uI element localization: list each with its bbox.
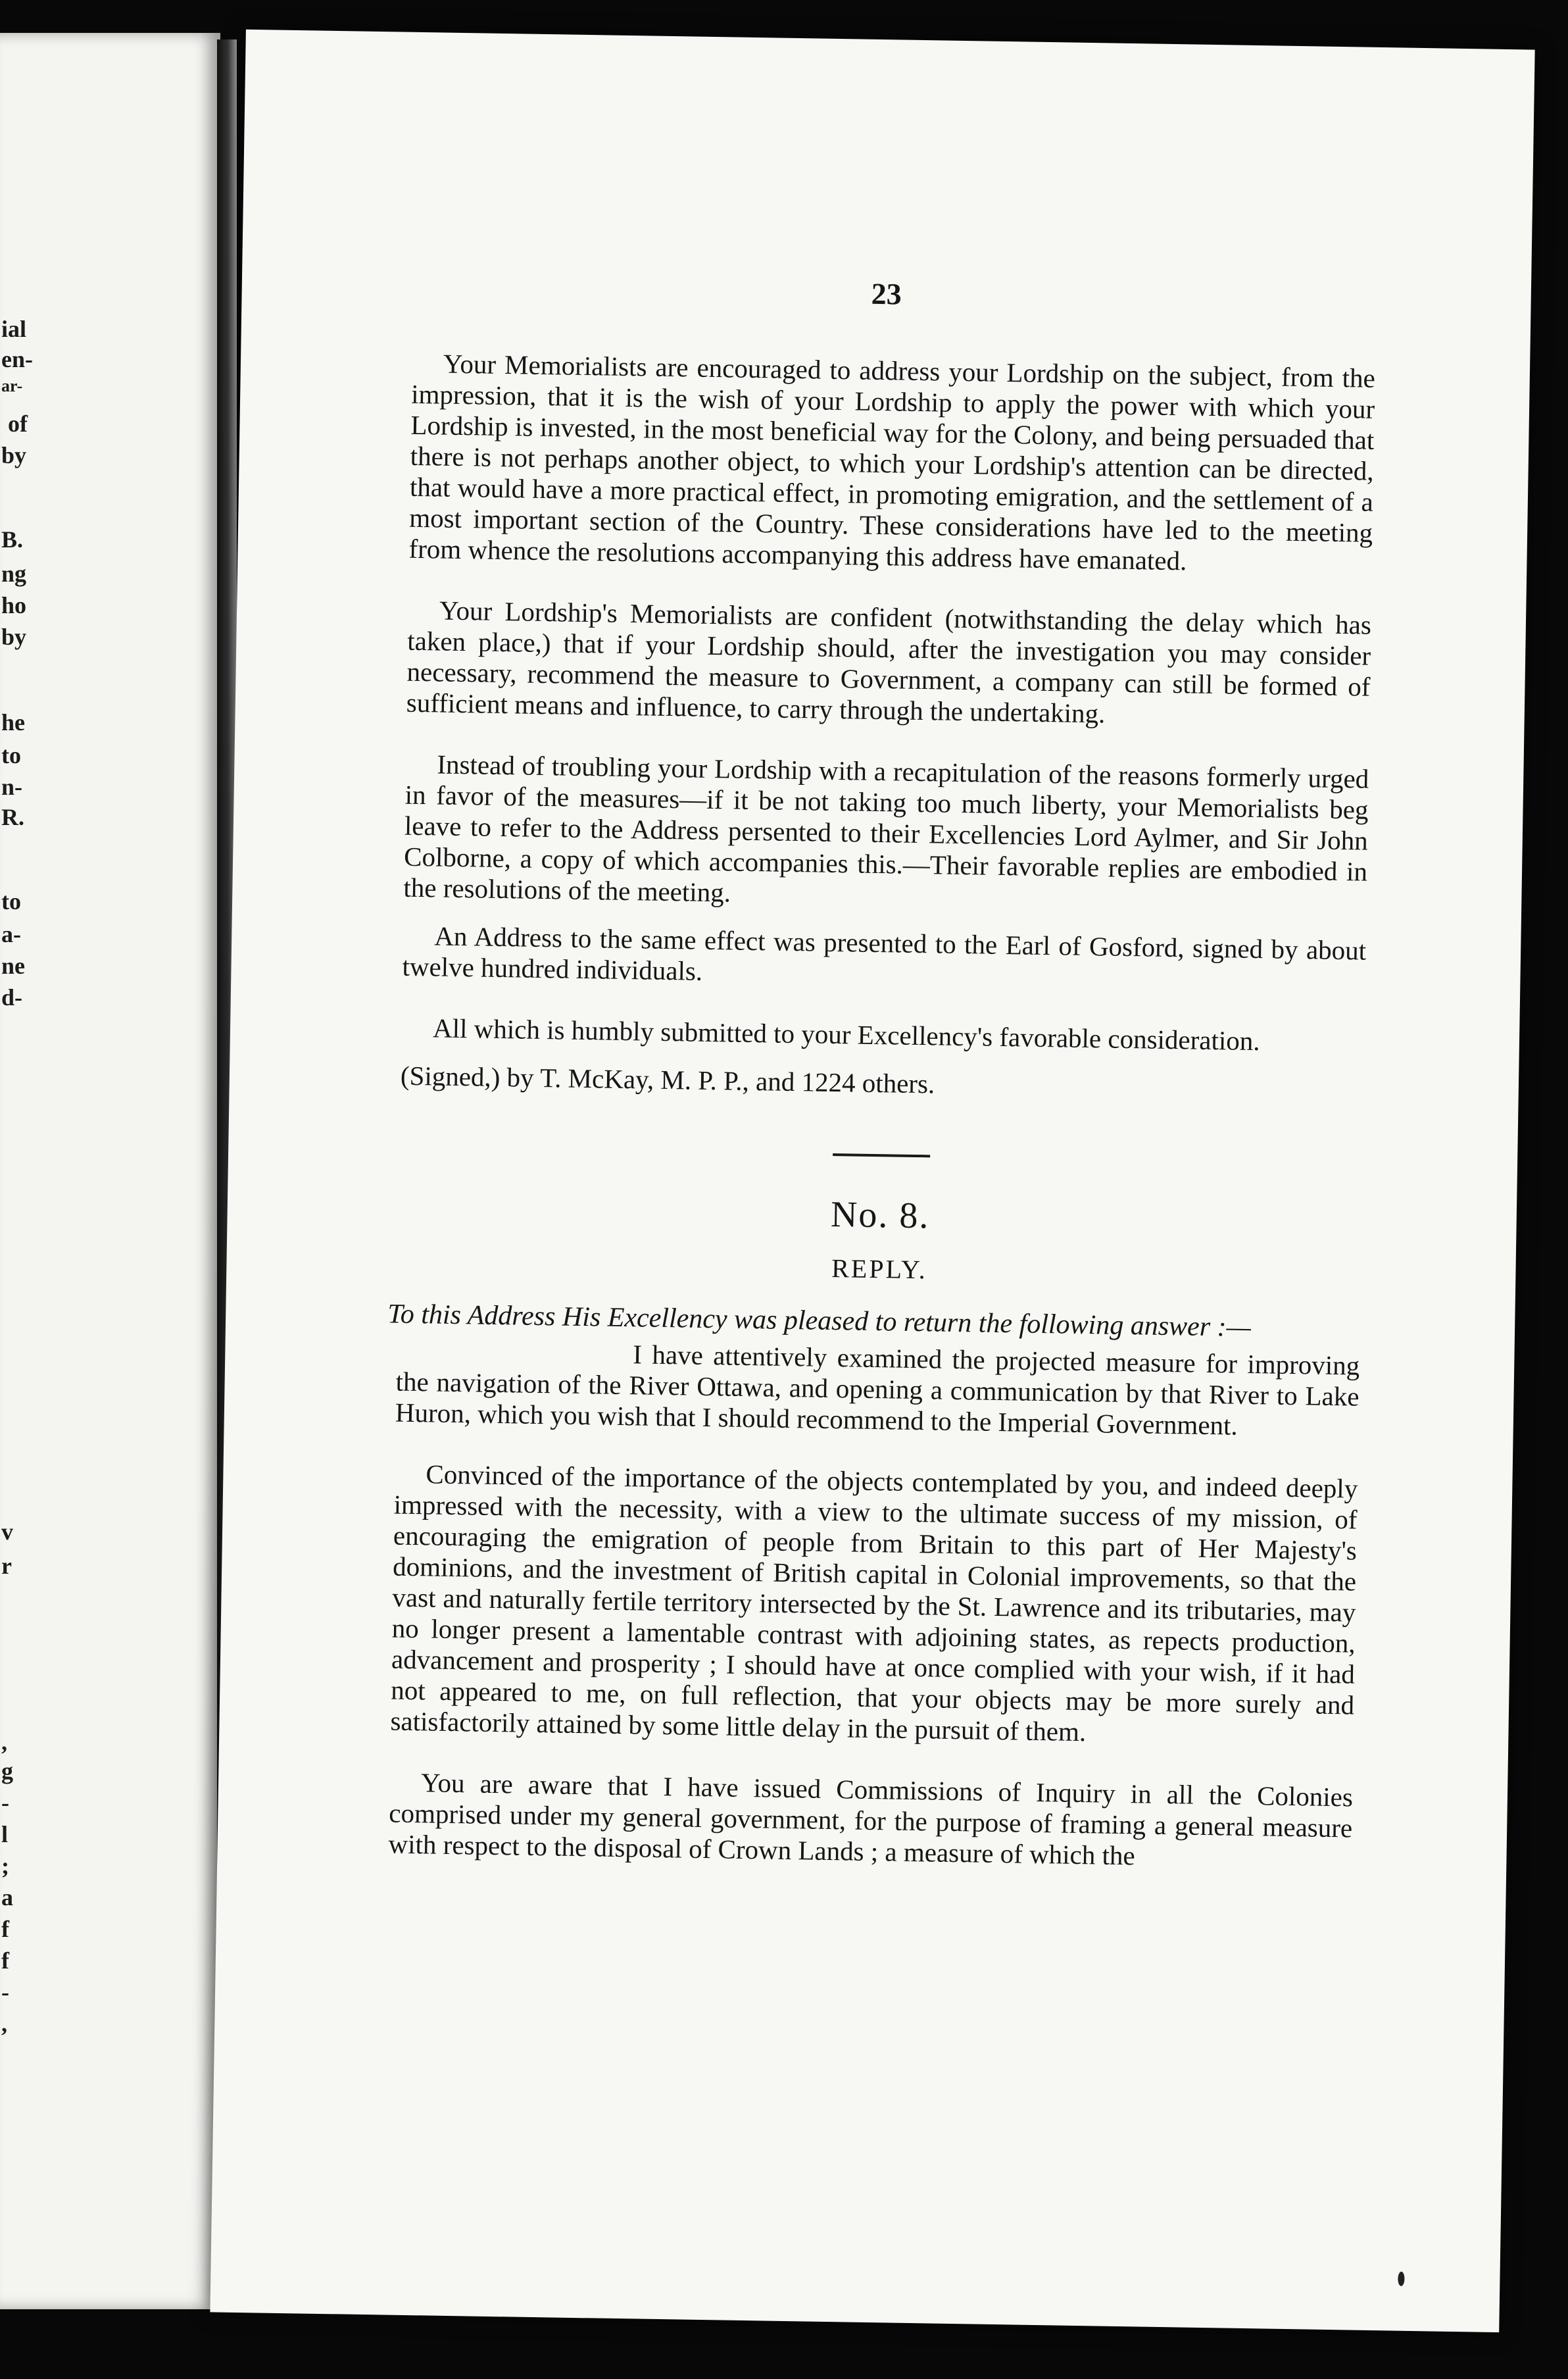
- left-fragment: -: [1, 1979, 9, 2005]
- left-fragment: d-: [1, 984, 23, 1011]
- memorial-paragraph: Your Lordship's Memorialists are confident (notwithstanding the delay which has taken place,) that if your Lordship should, after the investigation you may consider necessary, recommend the measure to Government, a company can still be formed of sufficient means and influence, to carry through the undertaking.: [406, 595, 1372, 729]
- reply-paragraph: You are aware that I have issued Commissions of Inquiry in all the Colonies comprised under my general government, for the purpose of framing a general measure with respect to the disposal of Crown Lands ; a measure of which the: [388, 1767, 1354, 1871]
- left-fragment: ;: [1, 1853, 9, 1879]
- signature-line: (Signed,) by T. McKay, M. P. P., and 1224 others.: [400, 1060, 935, 1099]
- section-divider: [833, 1153, 930, 1157]
- left-fragment: f: [1, 1916, 9, 1942]
- document-page: [210, 30, 1534, 2332]
- reply-paragraph: I have attentively examined the projected measure for improving the navigation of the River Ottawa, and opening a communication by that River to Lake Huron, which you wish that I should recommend to the Imperial Government.: [395, 1339, 1360, 1441]
- left-fragment: v: [1, 1518, 13, 1545]
- memorial-paragraph: Instead of troubling your Lordship with a recapitulation of the reasons formerly urged in favor of the measures—if it be not taking too much liberty, your Memorialists beg leave to refer to the Address persented to their Excellencies Lord Aylmer, and Sir John Colborne, a copy of which accompanies this.—Their favorable replies are embodied in the resolutions of the meeting.: [403, 749, 1369, 908]
- memorial-paragraph: Your Memorialists are encouraged to address your Lordship on the subject, from the impression, that it is the wish of your Lordship to apply the power with which your Lordship is invested, in the most beneficial way for the Colony, and being persuaded that there is not perhaps another object, to which your Lordship's attention can be directed, that would have a more practical effect, in promoting emigration, and the settlement of a most important section of the Country. These considerations have led to the meeting from whence the resolutions accompanying this address have emanated.: [408, 348, 1376, 576]
- left-fragment: f: [1, 1947, 9, 1974]
- left-fragment: he: [1, 709, 25, 736]
- memorial-paragraph: An Address to the same effect was presented to the Earl of Gosford, signed by about twelve hundred individuals.: [402, 920, 1367, 986]
- left-page-edge: [0, 33, 220, 2309]
- left-fragment: ial: [1, 316, 27, 342]
- left-fragment: to: [1, 742, 21, 768]
- left-fragment: ng: [1, 561, 27, 587]
- left-fragment: a-: [1, 921, 21, 947]
- memorial-closing: All which is humbly submitted to your Excellency's favorable consideration.: [432, 1013, 1260, 1057]
- left-fragment: by: [1, 624, 27, 650]
- left-fragment: ho: [1, 592, 27, 618]
- left-fragment: -: [1, 1790, 9, 1816]
- left-fragment: by: [1, 442, 27, 468]
- left-fragment: ne: [1, 953, 25, 979]
- left-fragment: g: [1, 1758, 13, 1784]
- section-heading: REPLY.: [831, 1253, 928, 1285]
- page-body: [388, 348, 1375, 1875]
- left-fragment: l: [1, 1821, 9, 1847]
- left-fragment: B.: [1, 526, 24, 553]
- left-fragment: en-: [1, 346, 33, 372]
- left-fragment: of: [8, 411, 28, 437]
- page-number: 23: [871, 276, 902, 311]
- left-fragment: R.: [1, 804, 24, 830]
- left-fragment: a: [1, 1884, 13, 1911]
- left-fragment: ar-: [1, 376, 23, 395]
- left-fragment: ,: [1, 2011, 7, 2037]
- left-fragment: r: [1, 1553, 12, 1579]
- left-fragment: ,: [1, 1729, 7, 1755]
- left-fragment: to: [1, 888, 21, 914]
- left-fragment: n-: [1, 774, 23, 800]
- reply-intro: To this Address His Excellency was pleased to return the following answer :—: [387, 1299, 1252, 1343]
- scan-speck: [1398, 2272, 1404, 2286]
- section-number: No. 8.: [830, 1193, 930, 1237]
- reply-paragraph: Convinced of the importance of the objects contemplated by you, and indeed deeply impressed with the necessity, with a view to the ultimate success of my mission, of encouraging the emigration of people from Britain to this part of Her Majesty's dominions, and the investment of British capital in Colonial improvements, so that the vast and naturally fertile territory intersected by the St. Lawrence and its tributaries, may no longer present a lamentable contrast with adjoining states, as repects production, advancement and prosperity ; I should have at once complied with your wish, if it had not appeared to me, on full reflection, that your objects may be more surely and satisfactorily attained by some little delay in the pursuit of them.: [390, 1459, 1358, 1747]
